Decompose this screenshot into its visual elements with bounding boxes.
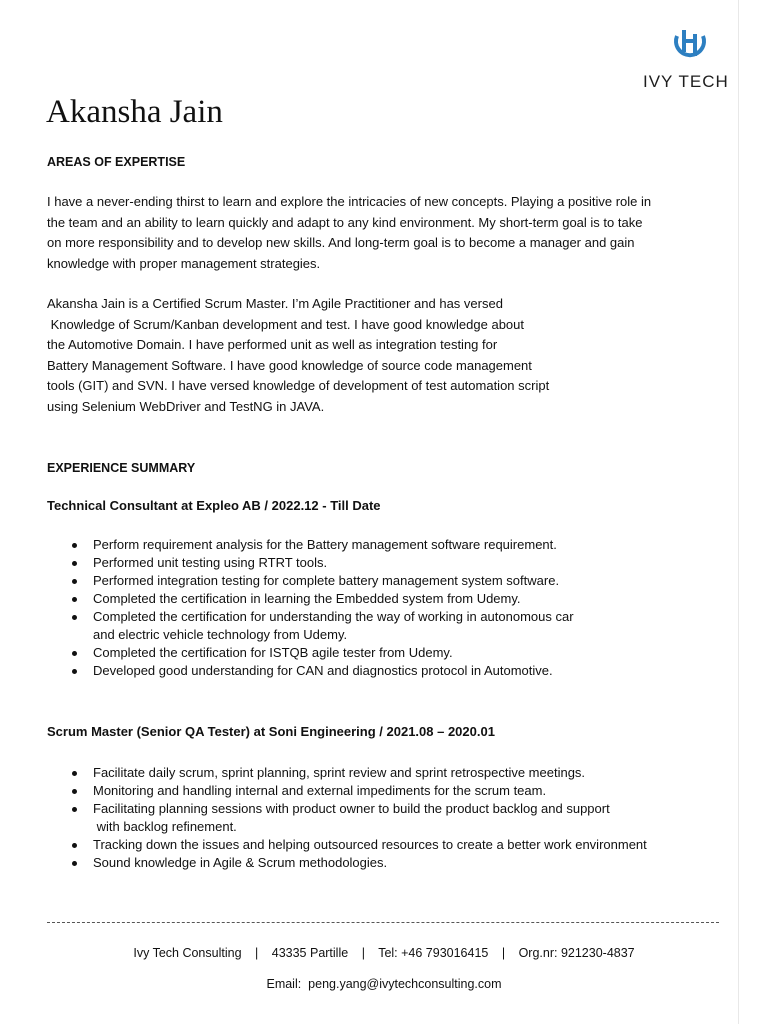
list-item: Facilitating planning sessions with product owner to build the product backlog and support with backlog refinement. xyxy=(47,800,647,836)
footer-phone: Tel: +46 793016415 xyxy=(378,946,489,960)
paragraph-line: knowledge with proper management strategies. xyxy=(47,255,321,271)
ivy-tech-logo-icon xyxy=(671,26,709,62)
paragraph-line: the team and an ability to learn quickly and adapt to any kind environment. My short-term goal is to take xyxy=(47,214,643,230)
footer-separator: | xyxy=(255,946,259,960)
list-item: Facilitate daily scrum, sprint planning, sprint review and sprint retrospective meetings. xyxy=(47,764,647,782)
list-item: Monitoring and handling internal and external impediments for the scrum team. xyxy=(47,782,647,800)
page-edge xyxy=(738,0,739,1024)
footer-address: 43335 Partille xyxy=(271,946,349,960)
list-item: Completed the certification for understanding the way of working in autonomous car and electric vehicle technology from Udemy. xyxy=(47,608,574,644)
paragraph-line: tools (GIT) and SVN. I have versed knowledge of development of test automation script xyxy=(47,378,550,393)
paragraph-line: Knowledge of Scrum/Kanban development and test. I have good knowledge about xyxy=(47,316,524,332)
list-item: Perform requirement analysis for the Battery management software requirement. xyxy=(47,536,574,554)
footer-separator: | xyxy=(361,946,365,960)
paragraph-line: I have a never-ending thirst to learn and explore the intricacies of new concepts. Playing a positive role in xyxy=(47,194,652,209)
job-title-1: Technical Consultant at Expleo AB / 2022.12 - Till Date xyxy=(47,498,381,513)
job-1-bullet-list xyxy=(47,536,574,680)
footer-org-number: Org.nr: 921230-4837 xyxy=(518,946,635,960)
expertise-heading: AREAS OF EXPERTISE xyxy=(47,155,186,169)
footer-divider xyxy=(47,922,719,923)
expertise-paragraph-1 xyxy=(47,192,651,274)
job-2-bullet-list xyxy=(47,764,647,872)
list-item: Tracking down the issues and helping outsourced resources to create a better work environment xyxy=(47,836,647,854)
expertise-paragraph-2 xyxy=(47,294,549,417)
list-item: Performed integration testing for complete battery management system software. xyxy=(47,572,574,590)
list-item: Sound knowledge in Agile & Scrum methodologies. xyxy=(47,854,647,872)
experience-heading: EXPERIENCE SUMMARY xyxy=(47,461,196,475)
footer-company: Ivy Tech Consulting xyxy=(133,946,242,960)
paragraph-line: on more responsibility and to develop new skills. And long-term goal is to become a manager and gain xyxy=(47,235,635,250)
list-item: Performed unit testing using RTRT tools. xyxy=(47,554,574,572)
list-item: Completed the certification in learning the Embedded system from Udemy. xyxy=(47,590,574,608)
paragraph-line: Battery Management Software. I have good knowledge of source code management xyxy=(47,357,532,373)
person-name: Akansha Jain xyxy=(46,94,223,130)
footer-email: Email: peng.yang@ivytechconsulting.com xyxy=(266,977,502,991)
company-logo xyxy=(640,26,740,94)
logo-text: IVY TECH xyxy=(643,72,729,91)
job-title-2: Scrum Master (Senior QA Tester) at Soni Engineering / 2021.08 – 2020.01 xyxy=(47,724,495,739)
paragraph-line: Akansha Jain is a Certified Scrum Master. I’m Agile Practitioner and has versed xyxy=(47,296,503,311)
paragraph-line: the Automotive Domain. I have performed unit as well as integration testing for xyxy=(47,337,498,352)
list-item: Developed good understanding for CAN and diagnostics protocol in Automotive. xyxy=(47,662,574,680)
list-item: Completed the certification for ISTQB agile tester from Udemy. xyxy=(47,644,574,662)
footer-contact-line xyxy=(0,946,768,960)
footer-separator: | xyxy=(501,946,506,960)
paragraph-line: using Selenium WebDriver and TestNG in JAVA. xyxy=(47,398,325,414)
